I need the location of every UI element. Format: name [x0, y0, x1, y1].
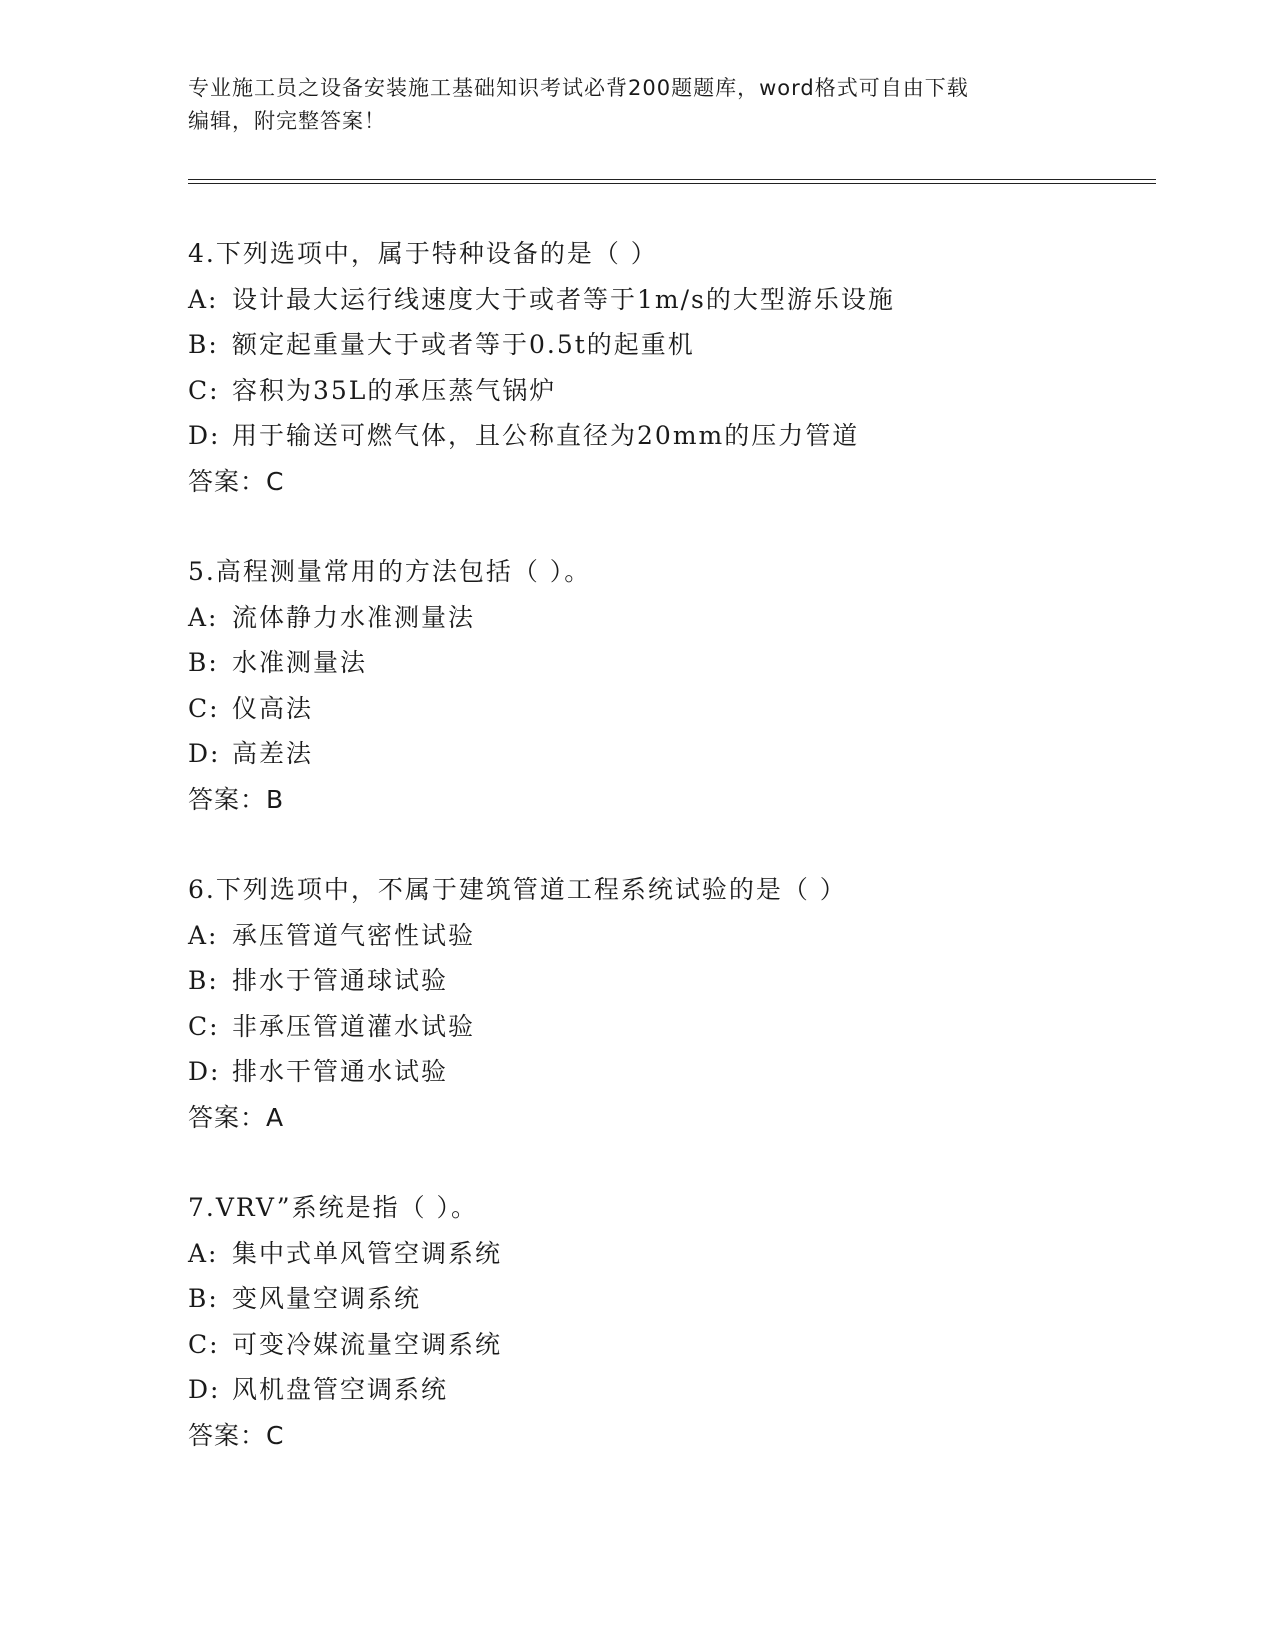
- question-stem: 5.高程测量常用的方法包括（ ）。: [188, 557, 592, 586]
- option-text: 仪高法: [232, 693, 314, 723]
- header-line-2: 编辑，附完整答案！: [188, 109, 386, 133]
- option-label: C:: [188, 1329, 220, 1359]
- option-label: A:: [188, 920, 219, 950]
- option-text: 容积为35L的承压蒸气锅炉: [232, 375, 557, 405]
- question-stem: 7.VRV”系统是指（ ）。: [188, 1193, 479, 1222]
- option-a: [188, 595, 1168, 641]
- option-label: D:: [188, 1057, 221, 1086]
- option-text: 额定起重量大于或者等于0.5t的起重机: [232, 330, 695, 359]
- option-text: 设计最大运行线速度大于或者等于1m/s的大型游乐设施: [232, 284, 895, 314]
- option-d: [188, 413, 1168, 459]
- option-label: A:: [188, 284, 219, 314]
- option-text: 排水于管通球试验: [232, 966, 449, 995]
- option-text: 高差法: [232, 739, 314, 768]
- question-block: [188, 231, 1168, 504]
- option-b: [188, 640, 1168, 686]
- option-d: [188, 731, 1168, 777]
- option-text: 集中式单风管空调系统: [232, 1238, 503, 1268]
- header-divider-top: [188, 179, 1156, 180]
- answer: 答案：B: [188, 784, 285, 814]
- option-text: 用于输送可燃气体，且公称直径为20mm的压力管道: [232, 421, 860, 450]
- question-block: [188, 549, 1168, 822]
- option-text: 流体静力水准测量法: [232, 602, 476, 632]
- option-a: [188, 1231, 1168, 1277]
- answer: 答案：A: [188, 1102, 285, 1132]
- question-block: [188, 1185, 1168, 1458]
- option-label: B:: [188, 330, 219, 359]
- option-d: [188, 1367, 1168, 1413]
- document-header: [188, 72, 1088, 138]
- option-label: C:: [188, 1011, 220, 1041]
- option-text: 承压管道气密性试验: [232, 920, 476, 950]
- option-a: [188, 277, 1168, 323]
- question-block: [188, 867, 1168, 1140]
- option-text: 变风量空调系统: [232, 1284, 422, 1313]
- option-c: [188, 368, 1168, 414]
- question-stem: 4.下列选项中，属于特种设备的是（ ）: [188, 239, 658, 268]
- option-text: 非承压管道灌水试验: [232, 1011, 476, 1041]
- option-a: [188, 913, 1168, 959]
- option-c: [188, 1004, 1168, 1050]
- header-divider-bottom: [188, 183, 1156, 184]
- answer: 答案：C: [188, 466, 285, 496]
- option-label: C:: [188, 375, 220, 405]
- option-label: B:: [188, 966, 219, 995]
- header-line-1: 专业施工员之设备安装施工基础知识考试必背200题题库，word格式可自由下载: [188, 76, 969, 100]
- option-d: [188, 1049, 1168, 1095]
- option-text: 排水干管通水试验: [232, 1057, 449, 1086]
- option-label: B:: [188, 648, 219, 677]
- option-label: D:: [188, 1375, 221, 1404]
- option-label: D:: [188, 739, 221, 768]
- option-c: [188, 1322, 1168, 1368]
- option-b: [188, 958, 1168, 1004]
- option-text: 水准测量法: [232, 648, 368, 677]
- option-b: [188, 1276, 1168, 1322]
- question-stem: 6.下列选项中，不属于建筑管道工程系统试验的是（ ）: [188, 875, 847, 904]
- option-label: C:: [188, 693, 220, 723]
- option-label: A:: [188, 1238, 219, 1268]
- option-label: A:: [188, 602, 219, 632]
- option-b: [188, 322, 1168, 368]
- answer: 答案：C: [188, 1420, 285, 1450]
- option-label: D:: [188, 421, 221, 450]
- option-c: [188, 686, 1168, 732]
- option-label: B:: [188, 1284, 219, 1313]
- option-text: 可变冷媒流量空调系统: [232, 1329, 503, 1359]
- option-text: 风机盘管空调系统: [232, 1375, 449, 1404]
